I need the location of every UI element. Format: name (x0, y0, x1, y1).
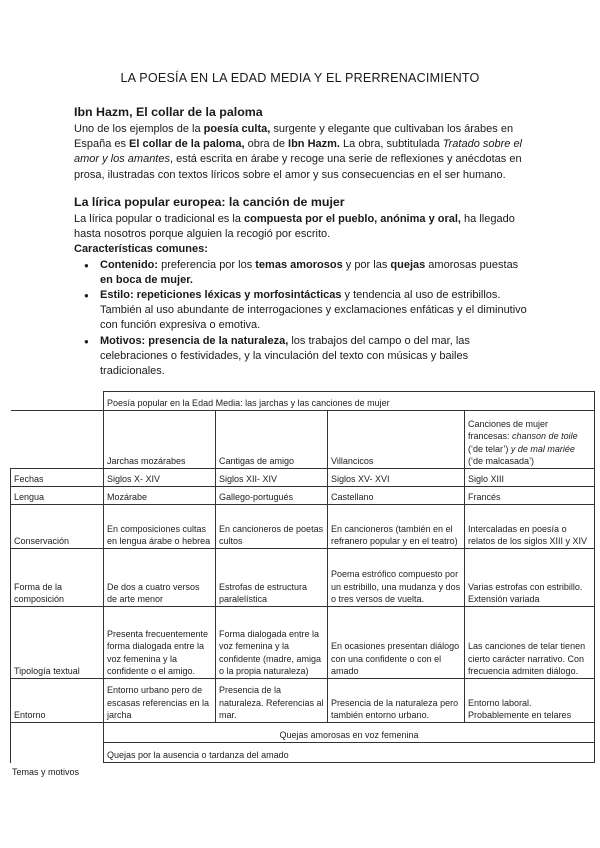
table-cell: Varias estrofas con estribillo. Extensión variada (465, 549, 595, 607)
table-cell: Presencia de la naturaleza. Referencias al mar. (216, 679, 328, 723)
table-header-francesas: Canciones de mujer francesas: chanson de toile (‘de telar’) y de mal mariée (‘de malcasada’) (465, 411, 595, 469)
table-row (11, 411, 595, 469)
table-cell: Presenta frecuentemente forma dialogada entre la voz femenina y la confidente o el amigo. (104, 607, 216, 679)
list-item: ● Motivos: presencia de la naturaleza, los trabajos del campo o del mar, las celebraciones o festividades, y la vinculación del texto con músicas y bailes tradicionales. (88, 334, 534, 380)
table-cell: Entorno urbano pero de escasas referencias en la jarcha (104, 679, 216, 723)
table-cell: Castellano (328, 487, 465, 505)
table-cell: Las canciones de telar tienen cierto carácter narrativo. Con frecuencia admiten diálogo. (465, 607, 595, 679)
table-row (11, 679, 595, 723)
table-row (11, 549, 595, 607)
features-list (74, 258, 534, 380)
table-cell: Intercaladas en poesía o relatos de los siglos XIII y XIV (465, 505, 595, 549)
features-heading: Características comunes: (74, 243, 208, 256)
table-cell: Estrofas de estructura paralelística (216, 549, 328, 607)
section-heading: Ibn Hazm, El collar de la paloma (74, 105, 263, 119)
list-item: ● Contenido: preferencia por los temas amorosos y por las quejas amorosas puestas en boca de mujer. (88, 258, 534, 288)
list-item: ● Estilo: repeticiones léxicas y morfosintácticas y tendencia al uso de estribillos. También al uso abundante de interrogaciones y exclamaciones enfáticas y el diminutivo con función expresiva o emotiva. (88, 288, 534, 334)
comparison-table (10, 391, 595, 763)
table-cell: Siglos XV- XVI (328, 469, 465, 487)
table-cell: En composiciones cultas en lengua árabe o hebrea (104, 505, 216, 549)
table-header-empty (11, 411, 104, 469)
section-paragraph: La lírica popular o tradicional es la compuesta por el pueblo, anónima y oral, ha llegado hasta nosotros porque alguien la recogió por escrito. (74, 213, 515, 241)
themes-label: Temas y motivos (12, 767, 80, 777)
table-header-jarchas: Jarchas mozárabes (104, 411, 216, 469)
themes-cell: Quejas amorosas en voz femenina (104, 723, 595, 743)
table-header-cantigas: Cantigas de amigo (216, 411, 328, 469)
table-row (11, 723, 595, 743)
table-cell: En ocasiones presentan diálogo con una confidente o con el amado (328, 607, 465, 679)
table-cell: Forma dialogada entre la voz femenina y la confidente (madre, amiga o la propia naturaleza) (216, 607, 328, 679)
table-row (11, 505, 595, 549)
table-cell: Siglos X- XIV (104, 469, 216, 487)
table-cell: Siglos XII- XIV (216, 469, 328, 487)
row-label-empty (11, 743, 104, 763)
table-cell: De dos a cuatro versos de arte menor (104, 549, 216, 607)
row-label-empty (11, 723, 104, 743)
table-cell: Presencia de la naturaleza pero también entorno urbano. (328, 679, 465, 723)
row-label: Conservación (11, 505, 104, 549)
table-cell: En cancioneros (también en el refranero popular y en el teatro) (328, 505, 465, 549)
table-row (11, 607, 595, 679)
table-row (11, 469, 595, 487)
row-label: Tipología textual (11, 607, 104, 679)
table-cell: Poema estrófico compuesto por un estribillo, una mudanza y dos o tres versos de vuelta. (328, 549, 465, 607)
table-corner-cell (11, 392, 104, 411)
table-row (11, 743, 595, 763)
table-cell: Siglo XIII (465, 469, 595, 487)
table-row (11, 487, 595, 505)
table-cell: Gallego-portugués (216, 487, 328, 505)
section-heading: La lírica popular europea: la canción de mujer (74, 195, 345, 209)
table-cell: Mozárabe (104, 487, 216, 505)
row-label: Lengua (11, 487, 104, 505)
row-label: Entorno (11, 679, 104, 723)
table-header-villancicos: Villancicos (328, 411, 465, 469)
row-label: Fechas (11, 469, 104, 487)
themes-cell: Quejas por la ausencia o tardanza del amado (104, 743, 595, 763)
table-cell: Francés (465, 487, 595, 505)
table-cell: Entorno laboral. Probablemente en telares (465, 679, 595, 723)
page-title: LA POESÍA EN LA EDAD MEDIA Y EL PRERRENACIMIENTO (120, 71, 480, 85)
section-paragraph: Uno de los ejemplos de la poesía culta, surgente y elegante que cultivaban los árabes en España es El collar de la paloma, obra de Ibn Hazm. La obra, subtitulada Tratado sobre el amor y los amantes, está escrita en árabe y recoge una serie de reflexiones y anécdotas en prosa, ilustradas con textos líricos sobre el amor y sus consecuencias en el ser humano. (74, 123, 523, 181)
row-label: Forma de la composición (11, 549, 104, 607)
table-row (11, 392, 595, 411)
section-lirica-popular (74, 195, 534, 379)
table-cell: En cancioneros de poetas cultos (216, 505, 328, 549)
section-ibn-hazm (74, 105, 534, 183)
table-caption: Poesía popular en la Edad Media: las jarchas y las canciones de mujer (104, 392, 595, 411)
